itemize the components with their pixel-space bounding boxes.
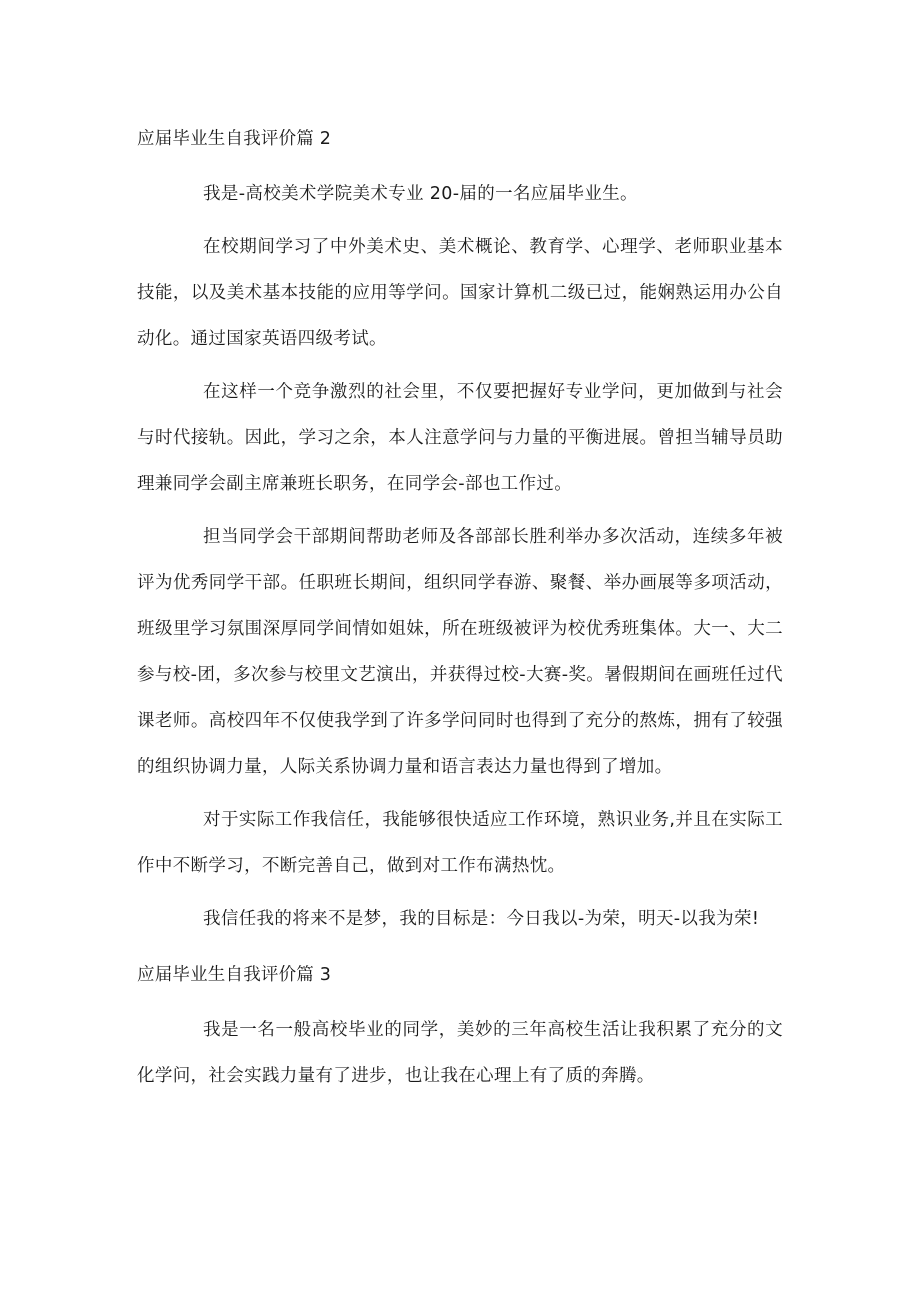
document-content bbox=[137, 124, 783, 1099]
paragraph: 我是一名一般高校毕业的同学，美妙的三年高校生活让我积累了充分的文化学问，社会实践力量有了进步，也让我在心理上有了质的奔腾。 bbox=[137, 1020, 783, 1086]
paragraph: 我是-高校美术学院美术专业 20-届的一名应届毕业生。 bbox=[203, 184, 638, 204]
paragraph: 我信任我的将来不是梦，我的目标是：今日我以-为荣，明天-以我为荣! bbox=[203, 909, 760, 929]
paragraph: 对于实际工作我信任，我能够很快适应工作环境，熟识业务,并且在实际工作中不断学习，不断完善自己，做到对工作布满热忱。 bbox=[137, 810, 783, 876]
paragraph: 在这样一个竞争激烈的社会里，不仅要把握好专业学问，更加做到与社会与时代接轨。因此，学习之余，本人注意学问与力量的平衡进展。曾担当辅导员助理兼同学会副主席兼班长职务，在同学会-部也工作过。 bbox=[137, 382, 783, 494]
section-title-3: 应届毕业生自我评价篇 3 bbox=[137, 965, 332, 985]
section-title-2: 应届毕业生自我评价篇 2 bbox=[137, 129, 332, 149]
paragraph: 担当同学会干部期间帮助老师及各部部长胜利举办多次活动，连续多年被评为优秀同学干部。任职班长期间，组织同学春游、聚餐、举办画展等多项活动，班级里学习氛围深厚同学间情如姐妹，所在班级被评为校优秀班集体。大一、大二参与校-团，多次参与校里文艺演出，并获得过校-大赛-奖。暑假期间在画班任过代课老师。高校四年不仅使我学到了许多学问同时也得到了充分的熬炼，拥有了较强的组织协调力量，人际关系协调力量和语言表达力量也得到了增加。 bbox=[137, 527, 783, 777]
paragraph: 在校期间学习了中外美术史、美术概论、教育学、心理学、老师职业基本技能，以及美术基本技能的应用等学问。国家计算机二级已过，能娴熟运用办公自动化。通过国家英语四级考试。 bbox=[137, 237, 783, 349]
